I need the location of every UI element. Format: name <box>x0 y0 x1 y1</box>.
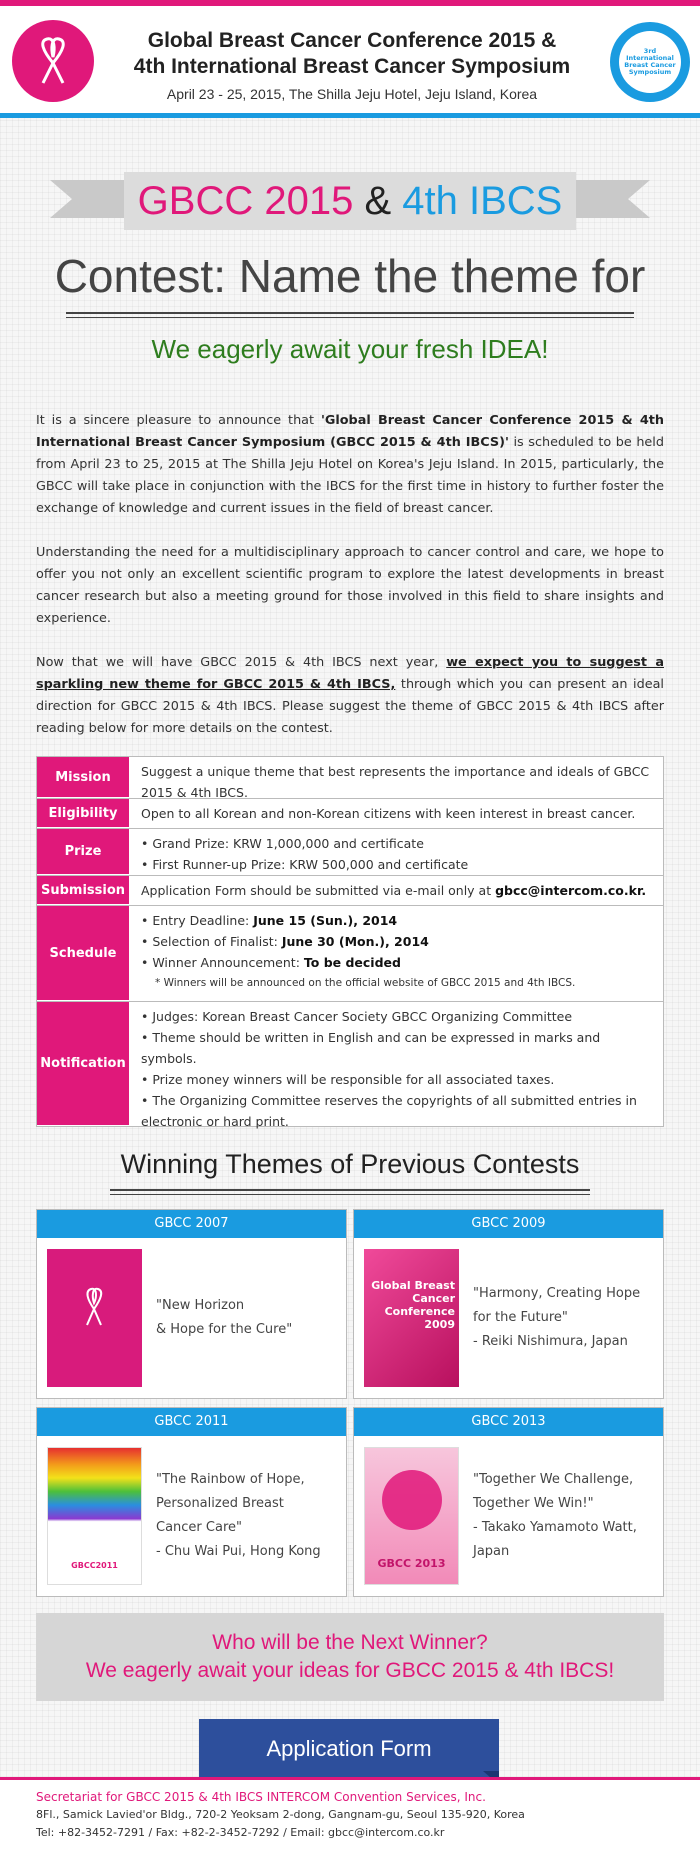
row-schedule <box>37 906 663 1002</box>
banner-ibcs: 4th IBCS <box>402 179 563 223</box>
value-submission: Application Form should be submitted via e-mail only at gbcc@intercom.co.kr. <box>141 883 647 898</box>
row-prize <box>37 829 663 876</box>
title-banner <box>0 162 700 242</box>
winner-card-2007 <box>36 1209 347 1399</box>
submission-email[interactable]: gbcc@intercom.co.kr. <box>495 883 647 898</box>
contest-details-table <box>36 756 664 1127</box>
next-winner-box <box>36 1613 664 1701</box>
previous-winners-title: Winning Themes of Previous Contests <box>120 1149 580 1179</box>
poster-2011-image: GBCC2011 <box>47 1447 142 1585</box>
value-eligibility: Open to all Korean and non-Korean citizens with keen interest in breast cancer. <box>141 806 636 821</box>
banner-gbcc: GBCC 2015 <box>137 179 354 223</box>
next-winner-line1: Who will be the Next Winner? <box>212 1631 488 1654</box>
footer-address: 8Fl., Samick Lavied'or Bldg., 720-2 Yeoksam 2-dong, Gangnam-gu, Seoul 135-920, Korea <box>36 1808 525 1821</box>
banner-amp: & <box>364 179 392 223</box>
poster-2007-image <box>47 1249 142 1387</box>
poster-2009-image: Global Breast Cancer Conference 2009 <box>364 1249 459 1387</box>
prize-runnerup: • First Runner-up Prize: KRW 500,000 and certificate <box>141 857 469 872</box>
footer-contact: Tel: +82-3452-7291 / Fax: +82-2-3452-7292 / Email: gbcc@intercom.co.kr <box>36 1826 445 1839</box>
row-notification <box>37 1002 663 1129</box>
ibcs-logo <box>610 22 690 102</box>
card-quote: "Harmony, Creating Hope for the Future" - Reiki Nishimura, Japan <box>473 1286 641 1349</box>
label-mission: Mission <box>37 757 129 798</box>
ibcs-logo-text: 3rd International Breast Cancer Symposium <box>619 31 681 93</box>
gbcc-logo <box>12 20 94 102</box>
header-subtitle: April 23 - 25, 2015, The Shilla Jeju Hotel, Jeju Island, Korea <box>166 86 538 102</box>
prize-grand: • Grand Prize: KRW 1,000,000 and certificate <box>141 836 424 851</box>
card-year: GBCC 2007 <box>37 1210 346 1238</box>
card-year: GBCC 2011 <box>37 1408 346 1436</box>
slogan: We eagerly await your fresh IDEA! <box>151 334 549 364</box>
card-quote: "Together We Challenge, Together We Win!" - Takako Yamamoto Watt, Japan <box>473 1472 637 1559</box>
value-schedule: • Entry Deadline: June 15 (Sun.), 2014 • Selection of Finalist: June 30 (Mon.), 2014 • Winner Announcement: To be decided * Winners will be announced on the official website of GBCC 2015 and 4th IBCS. <box>129 906 663 1001</box>
intro-text <box>36 410 664 740</box>
winner-card-2009 <box>353 1209 664 1399</box>
schedule-note: * Winners will be announced on the official website of GBCC 2015 and 4th IBCS. <box>155 977 576 989</box>
value-notification: • Judges: Korean Breast Cancer Society GBCC Organizing Committee • Theme should be written in English and can be expressed in marks and symbols. • Prize money winners will be responsible for all associated taxes. • The Organizing Committee reserves the copyrights of all submitted entries in electronic or hard print. <box>141 1009 637 1129</box>
row-mission <box>37 757 663 799</box>
header-title-line1: Global Breast Cancer Conference 2015 & <box>147 29 557 52</box>
label-eligibility: Eligibility <box>37 799 129 828</box>
page-header <box>0 6 700 118</box>
intro-paragraph-1: It is a sincere pleasure to announce that 'Global Breast Cancer Conference 2015 & 4th International Breast Cancer Symposium (GBCC 2015 & 4th IBCS)' is scheduled to be held from April 23 to 25, 2015 at The Shilla Jeju Hotel on Korea's Jeju Island. In 2015, particularly, the GBCC will take place in conjunction with the IBCS for the first time in history to further foster the exchange of knowledge and current issues in the field of breast cancer. <box>36 413 665 516</box>
intro-paragraph-3: Now that we will have GBCC 2015 & 4th IBCS next year, we expect you to suggest a sparkling new theme for GBCC 2015 & 4th IBCS, through which you can present an ideal direction for GBCC 2015 & 4th IBCS. Please suggest the theme of GBCC 2015 & 4th IBCS after reading below for more details on the contest. <box>36 655 664 736</box>
pink-ribbon-icon <box>25 33 81 89</box>
header-title-line2: 4th International Breast Cancer Symposium <box>133 55 571 78</box>
card-quote: "New Horizon & Hope for the Cure" <box>156 1298 293 1337</box>
previous-winners-grid <box>36 1209 664 1597</box>
value-mission: Suggest a unique theme that best represents the importance and ideals of GBCC 2015 & 4th IBCS. <box>141 764 650 800</box>
application-form-button[interactable]: Application Form <box>199 1719 499 1779</box>
value-prize <box>129 829 663 875</box>
label-schedule: Schedule <box>37 906 129 1001</box>
contest-title: Contest: Name the theme for <box>54 250 646 302</box>
poster-2013-image: GBCC 2013 <box>364 1447 459 1585</box>
intro-paragraph-2: Understanding the need for a multidisciplinary approach to cancer control and care, we hope to offer you not only an excellent scientific program to explore the latest developments in breast cancer research but also a meeting ground for those involved in this field to share insights and experience. <box>36 545 664 626</box>
card-year: GBCC 2009 <box>354 1210 663 1238</box>
application-area <box>0 1719 700 1785</box>
footer-secretariat: Secretariat for GBCC 2015 & 4th IBCS INTERCOM Convention Services, Inc. <box>36 1790 486 1804</box>
card-year: GBCC 2013 <box>354 1408 663 1436</box>
page-footer <box>0 1777 700 1853</box>
divider <box>110 1189 590 1195</box>
divider <box>66 312 634 318</box>
winner-card-2013 <box>353 1407 664 1597</box>
next-winner-line2: We eagerly await your ideas for GBCC 2015 & 4th IBCS! <box>85 1659 615 1682</box>
label-notification: Notification <box>37 1002 129 1126</box>
card-quote: "The Rainbow of Hope, Personalized Breast Cancer Care" - Chu Wai Pui, Hong Kong <box>156 1472 321 1559</box>
winner-card-2011 <box>36 1407 347 1597</box>
row-eligibility <box>37 799 663 829</box>
banner-text <box>124 172 576 230</box>
row-submission <box>37 876 663 906</box>
label-prize: Prize <box>37 829 129 875</box>
label-submission: Submission <box>37 876 129 905</box>
